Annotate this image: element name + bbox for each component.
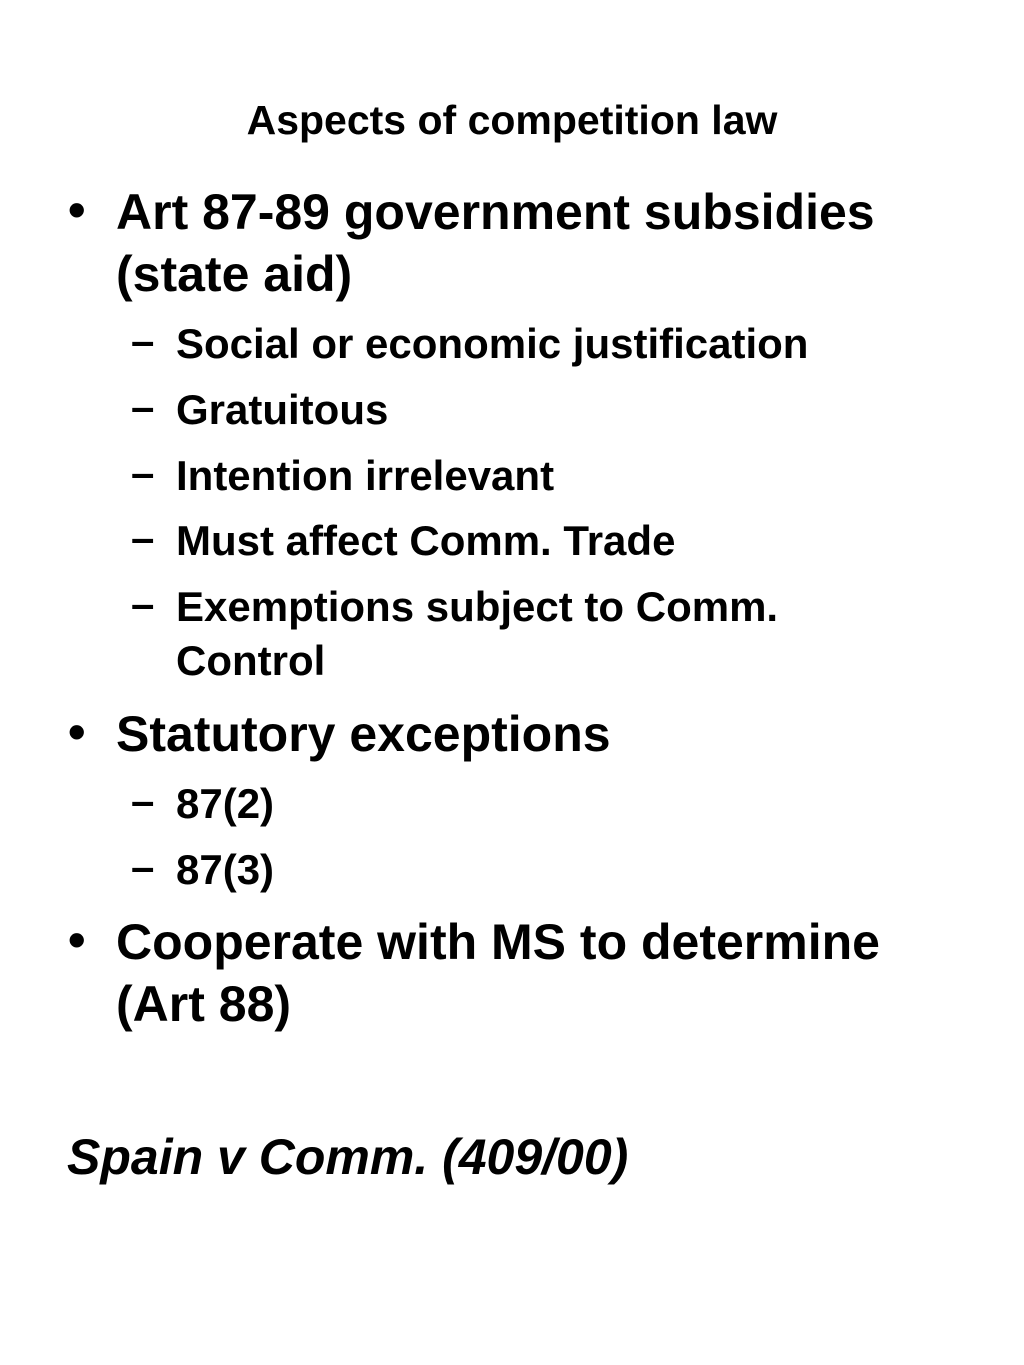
bullet-item-cooperate: Cooperate with MS to determine (Art 88) [116, 914, 880, 1032]
case-reference: Spain v Comm. (409/00) [67, 1129, 629, 1185]
dash-icon: – [131, 777, 155, 824]
sub-item: Social or economic justification [176, 320, 809, 367]
bullet-icon: • [68, 912, 86, 968]
dash-icon: – [131, 843, 155, 890]
sub-item: Exemptions subject to Comm. Control [176, 583, 779, 684]
dash-icon: – [131, 317, 155, 364]
dash-icon: – [131, 449, 155, 496]
bullet-item-statutory-exceptions: Statutory exceptions [116, 706, 611, 762]
dash-icon: – [131, 383, 155, 430]
sub-item: 87(2) [176, 780, 275, 827]
bullet-icon: • [68, 704, 86, 760]
sub-item: 87(3) [176, 846, 275, 893]
bullet-item-state-aid: Art 87-89 government subsidies (state aid) [116, 184, 875, 302]
sub-item: Intention irrelevant [176, 452, 555, 499]
dash-icon: – [131, 580, 155, 627]
sub-item: Must affect Comm. Trade [176, 517, 676, 564]
dash-icon: – [131, 514, 155, 561]
bullet-icon: • [68, 182, 86, 238]
sub-item: Gratuitous [176, 386, 389, 433]
slide-title: Aspects of competition law [246, 97, 778, 143]
